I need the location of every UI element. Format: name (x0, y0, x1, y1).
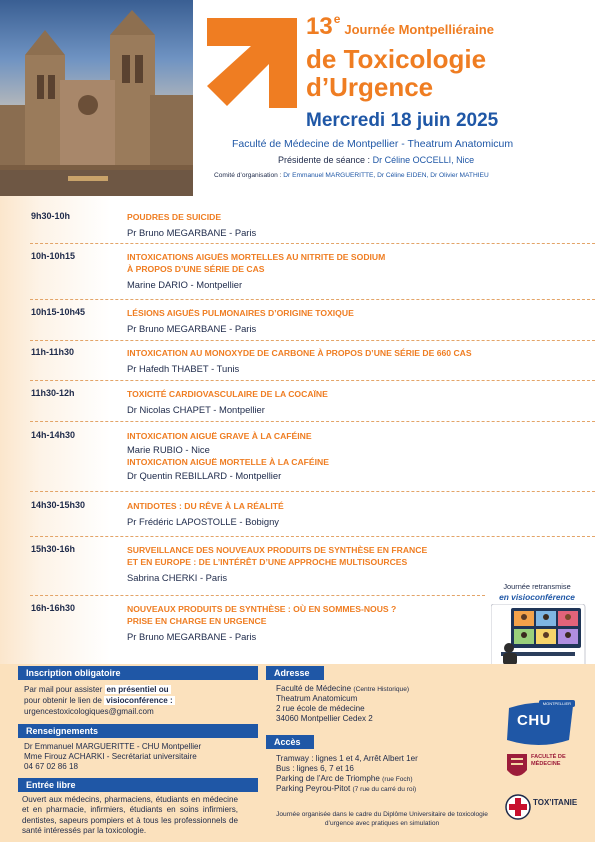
acces-parking-1: Parking de l’Arc de Triomphe (rue Foch) (276, 774, 413, 783)
faculte-logo (503, 752, 573, 784)
talk-title: LÉSIONS AIGUËS PULMONAIRES D’ORIGINE TOXIQUE (127, 308, 354, 318)
chu-logo (503, 700, 575, 748)
talk-speaker: Dr Quentin REBILLARD - Montpellier (127, 470, 282, 481)
talk-speaker: Pr Frédéric LAPOSTOLLE - Bobigny (127, 516, 279, 527)
dashed-divider (30, 491, 595, 492)
slot-time: 14h30-15h30 (31, 500, 86, 510)
dashed-divider (30, 340, 595, 341)
talk-speaker: Dr Nicolas CHAPET - Montpellier (127, 404, 265, 415)
renseignements-label: Renseignements (18, 724, 258, 738)
talk-title: TOXICITÉ CARDIOVASCULAIRE DE LA COCAÏNE (127, 389, 328, 399)
edition-title: 13eJournée Montpelliéraine (306, 12, 494, 40)
acces-tram: Tramway : lignes 1 et 4, Arrêt Albert 1er (276, 754, 418, 763)
dashed-divider (30, 536, 595, 537)
event-venue: Faculté de Médecine de Montpellier - Theatrum Anatomicum (232, 138, 514, 150)
talk-title: SURVEILLANCE DES NOUVEAUX PRODUITS DE SYNTHÈSE EN FRANCE (127, 545, 428, 555)
acces-parking-2: Parking Peyrou-Pitot (7 rue du carré du roi) (276, 784, 417, 793)
title-line-2: de Toxicologie (306, 44, 487, 74)
entree-label: Entrée libre (18, 778, 258, 792)
dashed-divider (30, 595, 485, 596)
talk-title: ET EN EUROPE : DE L’INTÉRÊT D’UNE APPROCHE MULTISOURCES (127, 557, 408, 567)
dashed-divider (30, 299, 595, 300)
slot-time: 14h-14h30 (31, 430, 76, 440)
talk-speaker: Pr Bruno MEGARBANE - Paris (127, 227, 257, 238)
slot-time: 10h15-10h45 (31, 307, 86, 317)
talk-speaker: Sabrina CHERKI - Paris (127, 572, 228, 583)
adresse-line: 2 rue école de médecine (276, 704, 365, 713)
dashed-divider (30, 421, 595, 422)
chu-text: CHU (517, 712, 551, 729)
cathedral-photo (0, 0, 193, 196)
toxitanie-cross-icon (505, 794, 531, 820)
talk-title: INTOXICATIONS AIGUËS MORTELLES AU NITRITE DE SODIUM (127, 252, 386, 262)
inscription-line-2: pour obtenir le lien de visioconférence : (24, 696, 173, 705)
session-president: Présidente de séance : Dr Céline OCCELLI, Nice (278, 155, 475, 165)
slot-time: 9h30-10h (31, 211, 71, 221)
acces-bus: Bus : lignes 6, 7 et 16 (276, 764, 354, 773)
inscription-email[interactable]: urgencestoxicologiques@gmail.com (24, 707, 154, 716)
contact-line: Dr Emmanuel MARGUERITTE - CHU Montpellier (24, 742, 202, 751)
organizing-committee: Comité d’organisation : Dr Emmanuel MARGUERITTE, Dr Céline EIDEN, Dr Olivier MATHIEU (214, 172, 489, 179)
talk-speaker: Marie RUBIO - Nice (127, 444, 210, 455)
contact-line: Mme Firouz ACHARKI - Secrétariat universitaire (24, 752, 197, 761)
slot-time: 11h-11h30 (31, 347, 75, 357)
visio-line-2: en visioconférence (499, 592, 575, 602)
slot-time: 16h-16h30 (31, 603, 76, 613)
adresse-line-1: Faculté de Médecine (Centre Historique) (276, 684, 410, 693)
adresse-line: Theatrum Anatomicum (276, 694, 358, 703)
talk-speaker: Pr Hafedh THABET - Tunis (127, 363, 240, 374)
adresse-line: 34060 Montpellier Cedex 2 (276, 714, 373, 723)
chu-badge: MONTPELLIER (539, 700, 575, 707)
talk-speaker: Pr Bruno MEGARBANE - Paris (127, 631, 257, 642)
talk-title: POUDRES DE SUICIDE (127, 212, 222, 222)
videoconference-illustration (491, 604, 587, 670)
talk-title: PRISE EN CHARGE EN URGENCE (127, 616, 267, 626)
orange-arrow-logo (207, 18, 299, 110)
faculte-name: FACULTÉ DE MÉDECINE (531, 754, 566, 767)
talk-speaker: Marine DARIO - Montpellier (127, 279, 243, 290)
visio-line-1: Journée retransmise (503, 582, 571, 591)
slot-time: 11h30-12h (31, 388, 75, 398)
contact-phone: 04 67 02 86 18 (24, 762, 79, 771)
toxitanie-name: TOX’ITANIE (533, 798, 578, 807)
title-line-3: d’Urgence (306, 72, 434, 102)
inscription-line-1: Par mail pour assister en présentiel ou (24, 685, 169, 694)
dashed-divider (30, 243, 595, 244)
slot-time: 15h30-16h (31, 544, 76, 554)
talk-title: ANTIDOTES : DU RÊVE À LA RÉALITÉ (127, 501, 284, 511)
talk-title: INTOXICATION AU MONOXYDE DE CARBONE À PROPOS D’UNE SÉRIE DE 660 CAS (127, 348, 472, 358)
inscription-label: Inscription obligatoire (18, 666, 258, 680)
talk-speaker: Pr Bruno MEGARBANE - Paris (127, 323, 257, 334)
footer-note: Journée organisée dans le cadre du Diplôme Universitaire de toxicologie d’urgence avec pratiques en simulation (276, 811, 488, 827)
acces-label: Accès (266, 735, 314, 749)
entree-text: Ouvert aux médecins, pharmaciens, étudiants en médecine et en pharmacie, infirmiers, étudiants en soins infirmiers, dentistes, sapeurs pompiers et à tous les professionnels de santé intéressés par la toxicologie. (22, 795, 238, 836)
visio-badge (487, 582, 593, 670)
talk-title: NOUVEAUX PRODUITS DE SYNTHÈSE : OÙ EN SOMMES-NOUS ? (127, 604, 397, 614)
dashed-divider (30, 380, 595, 381)
faculte-crest-icon (505, 752, 529, 782)
talk-title: À PROPOS D’UNE SÉRIE DE CAS (127, 264, 265, 274)
adresse-label: Adresse (266, 666, 324, 680)
event-date: Mercredi 18 juin 2025 (306, 110, 499, 131)
talk-title: INTOXICATION AIGUË MORTELLE À LA CAFÉINE (127, 457, 329, 467)
slot-time: 10h-10h15 (31, 251, 76, 261)
toxitanie-logo (503, 792, 577, 826)
talk-title: INTOXICATION AIGUË GRAVE À LA CAFÉINE (127, 431, 312, 441)
cathedral-illustration (0, 0, 193, 196)
